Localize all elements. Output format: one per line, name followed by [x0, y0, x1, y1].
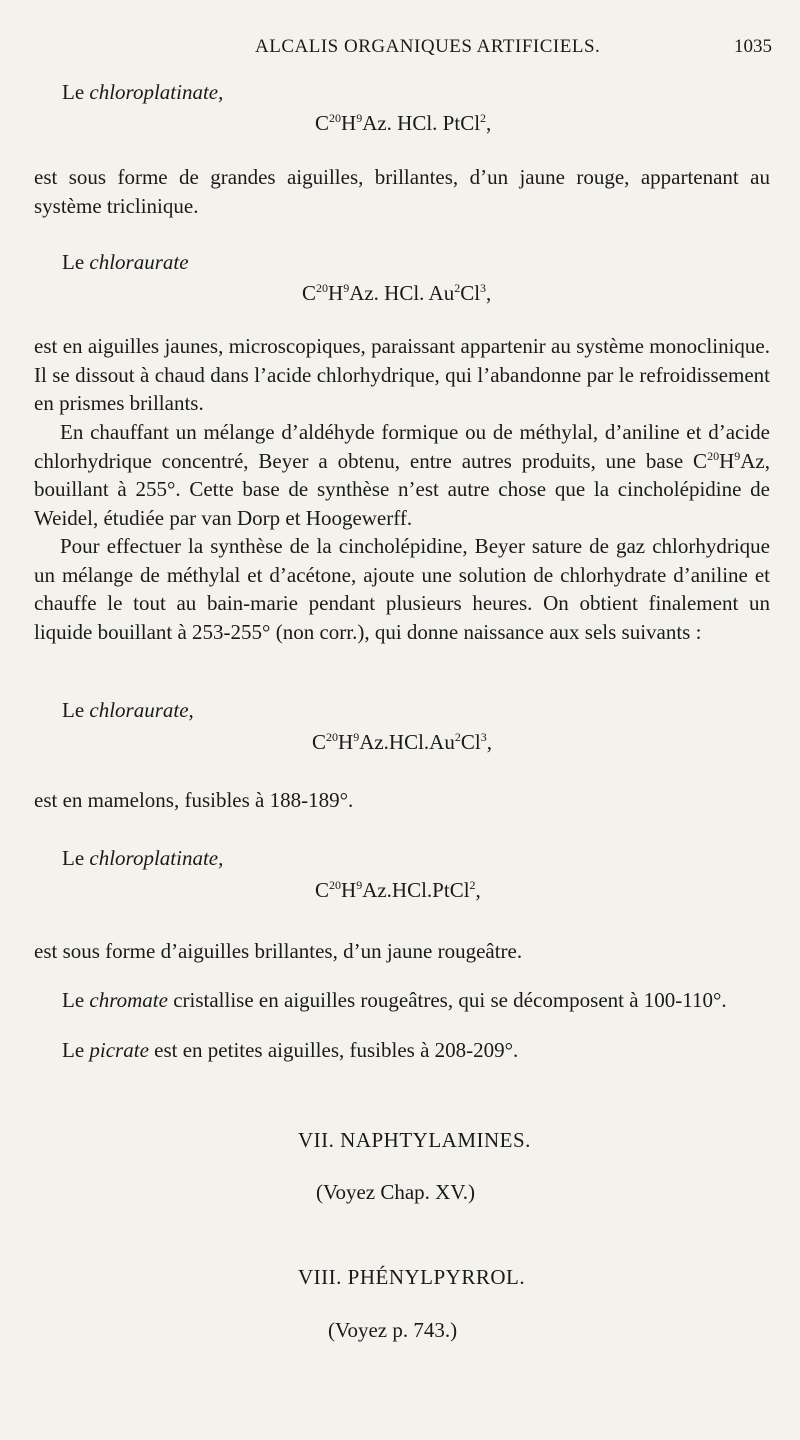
chloroplatinate-label: Le chloroplatinate,: [62, 80, 224, 104]
chloroplatinate-2-description: est sous forme d’aiguilles brillantes, d’un jaune rougeâtre.: [34, 939, 523, 963]
section-heading-phenylpyrrol: VIII. PHÉNYLPYRROL.: [298, 1265, 526, 1289]
section-ref-naphtylamines: (Voyez Chap. XV.): [316, 1180, 476, 1204]
section-heading-naphtylamines: VII. NAPHTYLAMINES.: [298, 1128, 531, 1152]
chloroplatinate-2-formula: $C^{20}H^9Az.HCl.PtCl^2$,: [315, 878, 481, 902]
chloraurate-2-description: est en mamelons, fusibles à 188-189°.: [34, 788, 354, 812]
running-header: ALCALIS ORGANIQUES ARTIFICIELS.: [255, 36, 601, 57]
page-number: 1035: [734, 36, 772, 57]
chloroplatinate-description: est sous forme de grandes aiguilles, brillantes, d’un jaune rouge, appartenant au système triclinique.: [34, 165, 770, 218]
picrate-line: Le picrate est en petites aiguilles, fusibles à 208-209°.: [62, 1038, 519, 1062]
chloraurate-formula: $C^{20}H^9Az$. HCl. Au$^2$Cl$^3$,: [302, 281, 492, 305]
chloraurate-2-label: Le chloraurate,: [62, 698, 194, 722]
section-ref-phenylpyrrol: (Voyez p. 743.): [328, 1318, 458, 1342]
chloraurate-label: Le chloraurate: [62, 250, 189, 274]
chloroplatinate-formula: $C^{20}H^9Az$. HCl. PtCl$^2$,: [315, 111, 492, 135]
chloraurate-2-formula: $C^{20}H^9Az.HCl.Au^2Cl^3$,: [312, 730, 492, 754]
synthesis-paragraph: En chauffant un mélange d’aldéhyde formique ou de méthylal, d’aniline et d’acide chlorhydrique concentré, Beyer a obtenu, entre autres produits, une base $C^{20}H^9Az$, bouillant à 255°. Cette base de synthèse n’est autre chose que la cincholépidine de Weidel, étudiée par van Dorp et Hoogewerff.: [34, 420, 770, 530]
chloroplatinate-2-label: Le chloroplatinate,: [62, 846, 224, 870]
chloraurate-description: est en aiguilles jaunes, microscopiques, paraissant appartenir au système monoclinique. Il se dissout à chaud dans l’acide chlorhydrique, qui l’abandonne par le refroidissement en prismes brillants.: [34, 334, 770, 415]
cincholepidine-paragraph: Pour effectuer la synthèse de la cincholépidine, Beyer sature de gaz chlorhydrique un mélange de méthylal et d’acétone, ajoute une solution de chlorhydrate d’aniline et chauffe le tout au bain-marie pendant plusieurs heures. On obtient finalement un liquide bouillant à 253-255° (non corr.), qui donne naissance aux sels suivants :: [34, 534, 770, 644]
chromate-line: Le chromate cristallise en aiguilles rougeâtres, qui se décomposent à 100-110°.: [62, 988, 727, 1012]
